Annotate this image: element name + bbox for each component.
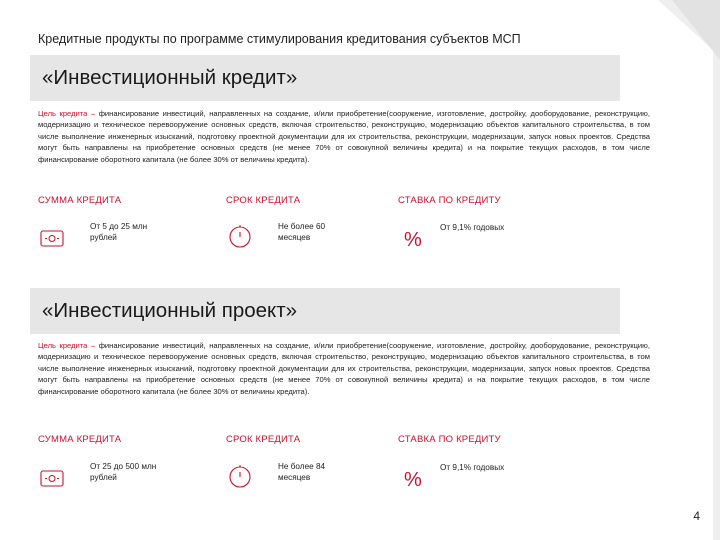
term-label: СРОК КРЕДИТА <box>226 434 301 445</box>
amount-label: СУММА КРЕДИТА <box>38 434 122 445</box>
description-text: финансирование инвестиций, направленных на создание, и/или приобретение(сооружение, изготовление, достройку, дооборудование, реконструкцию, модернизацию и техническое перевооружение основных средств, включая строительство, реконструкцию, модернизацию объектов капитального строительства, в том числе выполнение инженерных изысканий, подготовку проектной документации для их строительства, реконструкции, модернизации, запуск новых проектов. Средства могут быть направлены на приобретение основных средств (не менее 70% от совокупной величины кредита) и на покрытие текущих расходов, в том числе финансирование оборотного капитала (не более 30% от величины кредита). <box>38 341 650 396</box>
term-label: СРОК КРЕДИТА <box>226 195 301 206</box>
section-title: «Инвестиционный кредит» <box>30 55 620 101</box>
description-text: финансирование инвестиций, направленных на создание, и/или приобретение(сооружение, изготовление, достройку, дооборудование, реконструкцию, модернизацию и техническое перевооружение основных средств, включая строительство, реконструкцию, модернизацию объектов капитального строительства, в том числе выполнение инженерных изысканий, подготовку проектной документации для их строительства, реконструкции, модернизации, запуск новых проектов. Средства могут быть направлены на приобретение основных средств (не менее 70% от совокупной величины кредита) и на покрытие текущих расходов, в том числе финансирование оборотного капитала (не более 30% от величины кредита). <box>38 109 650 164</box>
rate-value: От 9,1% годовых <box>440 223 505 232</box>
rate-label: СТАВКА ПО КРЕДИТУ <box>398 195 501 206</box>
stopwatch-icon <box>226 462 254 490</box>
section-description <box>38 340 650 397</box>
corner-decoration <box>658 0 720 540</box>
money-icon <box>38 224 66 252</box>
percent-icon: % <box>404 229 422 251</box>
amount-value: От 5 до 25 млн рублей <box>90 222 148 242</box>
rate-value: От 9,1% годовых <box>440 463 505 472</box>
term-value: Не более 60 месяцев <box>278 222 326 242</box>
section-description <box>38 108 650 165</box>
amount-value: От 25 до 500 млн рублей <box>90 462 157 482</box>
term-value: Не более 84 месяцев <box>278 462 326 482</box>
percent-icon: % <box>404 469 422 491</box>
amount-label: СУММА КРЕДИТА <box>38 195 122 206</box>
page-number: 4 <box>693 509 700 523</box>
money-icon <box>38 464 66 492</box>
section-title: «Инвестиционный проект» <box>30 288 620 334</box>
rate-label: СТАВКА ПО КРЕДИТУ <box>398 434 501 445</box>
goal-label: Цель кредита – <box>38 341 96 350</box>
stopwatch-icon <box>226 222 254 250</box>
goal-label: Цель кредита – <box>38 109 96 118</box>
page-header: Кредитные продукты по программе стимулирования кредитования субъектов МСП <box>38 32 521 46</box>
